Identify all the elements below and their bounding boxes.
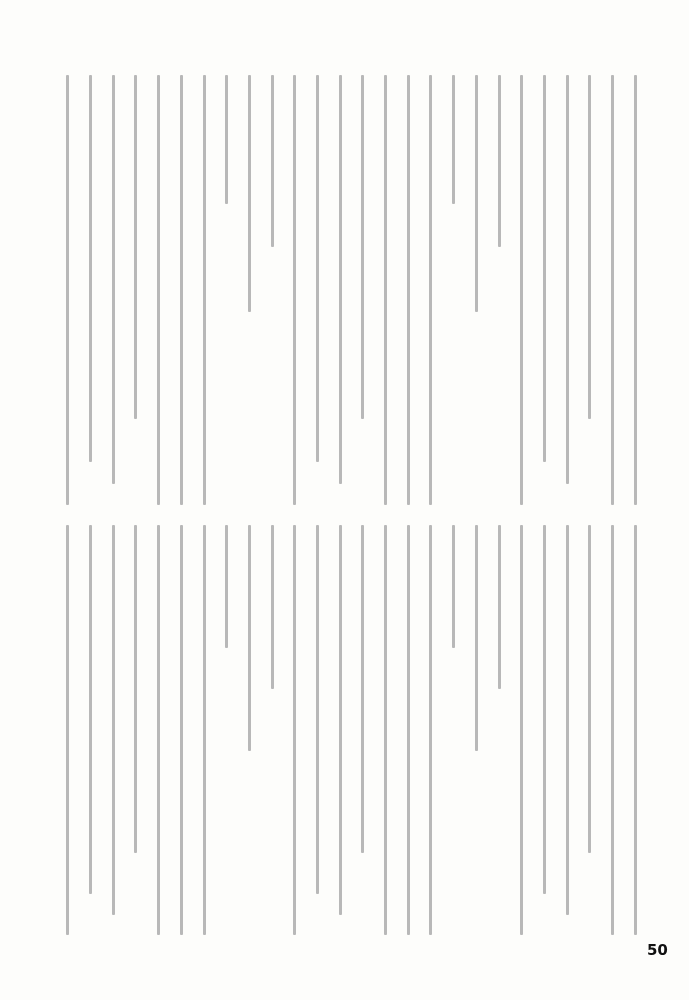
text-column — [429, 75, 432, 505]
lower-text-block — [55, 525, 645, 935]
text-column — [634, 525, 637, 935]
text-column — [475, 525, 478, 751]
text-column — [293, 75, 296, 505]
text-column — [112, 525, 115, 915]
text-column — [407, 525, 410, 935]
text-column — [498, 75, 501, 247]
text-column — [566, 75, 569, 484]
text-column — [89, 75, 92, 462]
text-column — [271, 525, 274, 689]
text-column — [316, 525, 319, 894]
text-column — [248, 525, 251, 751]
text-column — [361, 75, 364, 419]
text-column — [225, 75, 228, 204]
upper-text-block — [55, 75, 645, 505]
text-column — [543, 75, 546, 462]
text-column — [611, 525, 614, 935]
text-column — [429, 525, 432, 935]
text-column — [543, 525, 546, 894]
text-column — [384, 525, 387, 935]
text-column — [361, 525, 364, 853]
page-number: 50 — [647, 941, 668, 959]
text-column — [248, 75, 251, 312]
text-column — [339, 75, 342, 484]
text-column — [498, 525, 501, 689]
text-column — [475, 75, 478, 312]
text-column — [520, 525, 523, 935]
text-column — [384, 75, 387, 505]
text-column — [66, 75, 69, 505]
text-column — [203, 75, 206, 505]
text-column — [520, 75, 523, 505]
text-column — [407, 75, 410, 505]
text-column — [452, 525, 455, 648]
text-column — [634, 75, 637, 505]
text-column — [180, 75, 183, 505]
text-column — [566, 525, 569, 915]
text-column — [89, 525, 92, 894]
text-column — [225, 525, 228, 648]
text-column — [66, 525, 69, 935]
text-column — [112, 75, 115, 484]
text-column — [157, 75, 160, 505]
text-column — [203, 525, 206, 935]
text-column — [588, 525, 591, 853]
text-column — [316, 75, 319, 462]
text-column — [180, 525, 183, 935]
text-column — [339, 525, 342, 915]
text-column — [134, 75, 137, 419]
text-column — [134, 525, 137, 853]
text-column — [271, 75, 274, 247]
text-column — [588, 75, 591, 419]
text-column — [611, 75, 614, 505]
text-column — [293, 525, 296, 935]
text-column — [452, 75, 455, 204]
text-column — [157, 525, 160, 935]
